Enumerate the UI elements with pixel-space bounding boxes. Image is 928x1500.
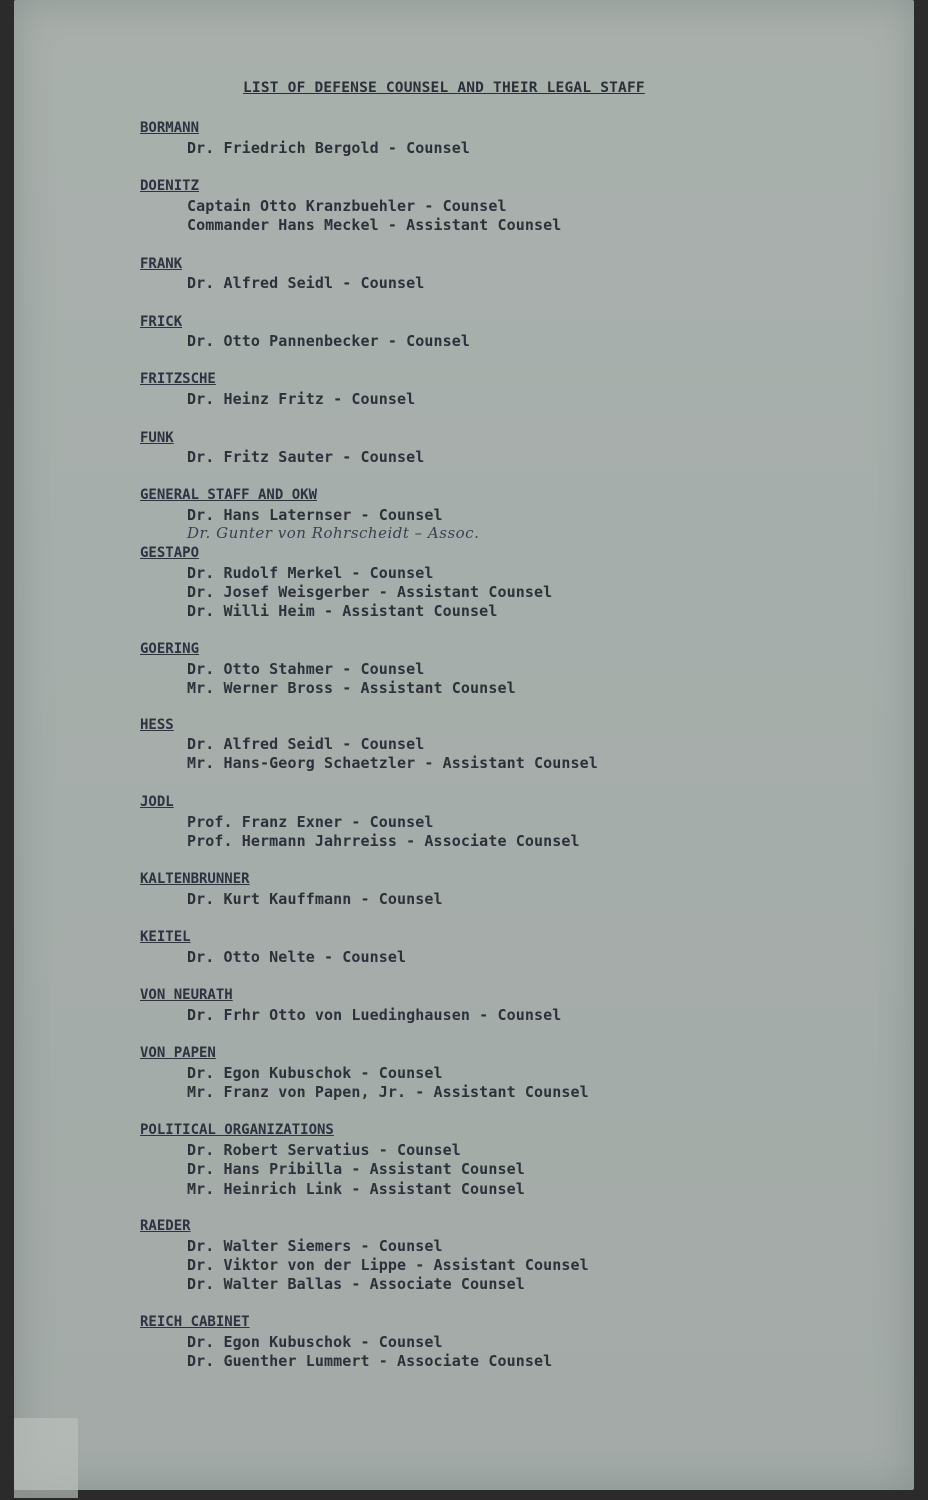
section-heading: VON PAPEN bbox=[140, 1045, 216, 1061]
counsel-entry: Dr. Frhr Otto von Luedinghausen - Counsel bbox=[187, 1006, 562, 1024]
counsel-entry: Captain Otto Kranzbuehler - Counsel bbox=[187, 197, 507, 215]
document-title: LIST OF DEFENSE COUNSEL AND THEIR LEGAL STAFF bbox=[243, 80, 645, 96]
counsel-entry: Dr. Otto Stahmer - Counsel bbox=[187, 660, 425, 678]
section-heading: KALTENBRUNNER bbox=[140, 871, 250, 887]
counsel-entry: Dr. Hans Laternser - Counsel bbox=[187, 506, 443, 524]
counsel-entry: Dr. Hans Pribilla - Assistant Counsel bbox=[187, 1160, 525, 1178]
section-heading: FRICK bbox=[140, 314, 183, 330]
section-heading: POLITICAL ORGANIZATIONS bbox=[140, 1122, 334, 1138]
section-heading: GESTAPO bbox=[140, 545, 200, 561]
counsel-entry: Mr. Heinrich Link - Assistant Counsel bbox=[187, 1180, 525, 1198]
counsel-entry: Dr. Willi Heim - Assistant Counsel bbox=[187, 602, 498, 620]
counsel-entry: Dr. Otto Pannenbecker - Counsel bbox=[187, 332, 471, 350]
section-heading: RAEDER bbox=[140, 1218, 191, 1234]
handwritten-annotation: Dr. Gunter von Rohrscheidt – Assoc. bbox=[187, 524, 480, 542]
section-heading: KEITEL bbox=[140, 929, 191, 945]
section-heading: DOENITZ bbox=[140, 178, 200, 194]
counsel-entry: Dr. Heinz Fritz - Counsel bbox=[187, 390, 416, 408]
counsel-entry: Dr. Egon Kubuschok - Counsel bbox=[187, 1333, 443, 1351]
section-heading: REICH CABINET bbox=[140, 1314, 250, 1330]
counsel-entry: Dr. Viktor von der Lippe - Assistant Counsel bbox=[187, 1256, 589, 1274]
paper-corner bbox=[14, 1418, 78, 1498]
counsel-entry: Prof. Hermann Jahrreiss - Associate Counsel bbox=[187, 832, 580, 850]
counsel-entry: Dr. Otto Nelte - Counsel bbox=[187, 948, 407, 966]
section-heading: JODL bbox=[140, 794, 174, 810]
counsel-entry: Dr. Rudolf Merkel - Counsel bbox=[187, 564, 434, 582]
counsel-entry: Mr. Hans-Georg Schaetzler - Assistant Counsel bbox=[187, 754, 598, 772]
counsel-entry: Dr. Walter Ballas - Associate Counsel bbox=[187, 1275, 525, 1293]
counsel-entry: Mr. Werner Bross - Assistant Counsel bbox=[187, 679, 516, 697]
counsel-entry: Dr. Fritz Sauter - Counsel bbox=[187, 448, 425, 466]
section-heading: GOERING bbox=[140, 641, 200, 657]
counsel-entry: Dr. Egon Kubuschok - Counsel bbox=[187, 1064, 443, 1082]
counsel-entry: Dr. Walter Siemers - Counsel bbox=[187, 1237, 443, 1255]
section-heading: BORMANN bbox=[140, 120, 200, 136]
section-heading: FRANK bbox=[140, 256, 183, 272]
section-heading: GENERAL STAFF AND OKW bbox=[140, 487, 318, 503]
section-heading: HESS bbox=[140, 717, 174, 733]
section-heading: VON NEURATH bbox=[140, 987, 233, 1003]
counsel-entry: Dr. Josef Weisgerber - Assistant Counsel bbox=[187, 583, 553, 601]
counsel-entry: Dr. Friedrich Bergold - Counsel bbox=[187, 139, 471, 157]
counsel-entry: Dr. Alfred Seidl - Counsel bbox=[187, 735, 425, 753]
counsel-entry: Dr. Alfred Seidl - Counsel bbox=[187, 274, 425, 292]
counsel-entry: Dr. Kurt Kauffmann - Counsel bbox=[187, 890, 443, 908]
counsel-entry: Commander Hans Meckel - Assistant Counsel bbox=[187, 216, 562, 234]
counsel-entry: Prof. Franz Exner - Counsel bbox=[187, 813, 434, 831]
section-heading: FUNK bbox=[140, 430, 174, 446]
section-heading: FRITZSCHE bbox=[140, 371, 216, 387]
counsel-entry: Dr. Robert Servatius - Counsel bbox=[187, 1141, 461, 1159]
counsel-entry: Mr. Franz von Papen, Jr. - Assistant Counsel bbox=[187, 1083, 589, 1101]
counsel-entry: Dr. Guenther Lummert - Associate Counsel bbox=[187, 1352, 553, 1370]
